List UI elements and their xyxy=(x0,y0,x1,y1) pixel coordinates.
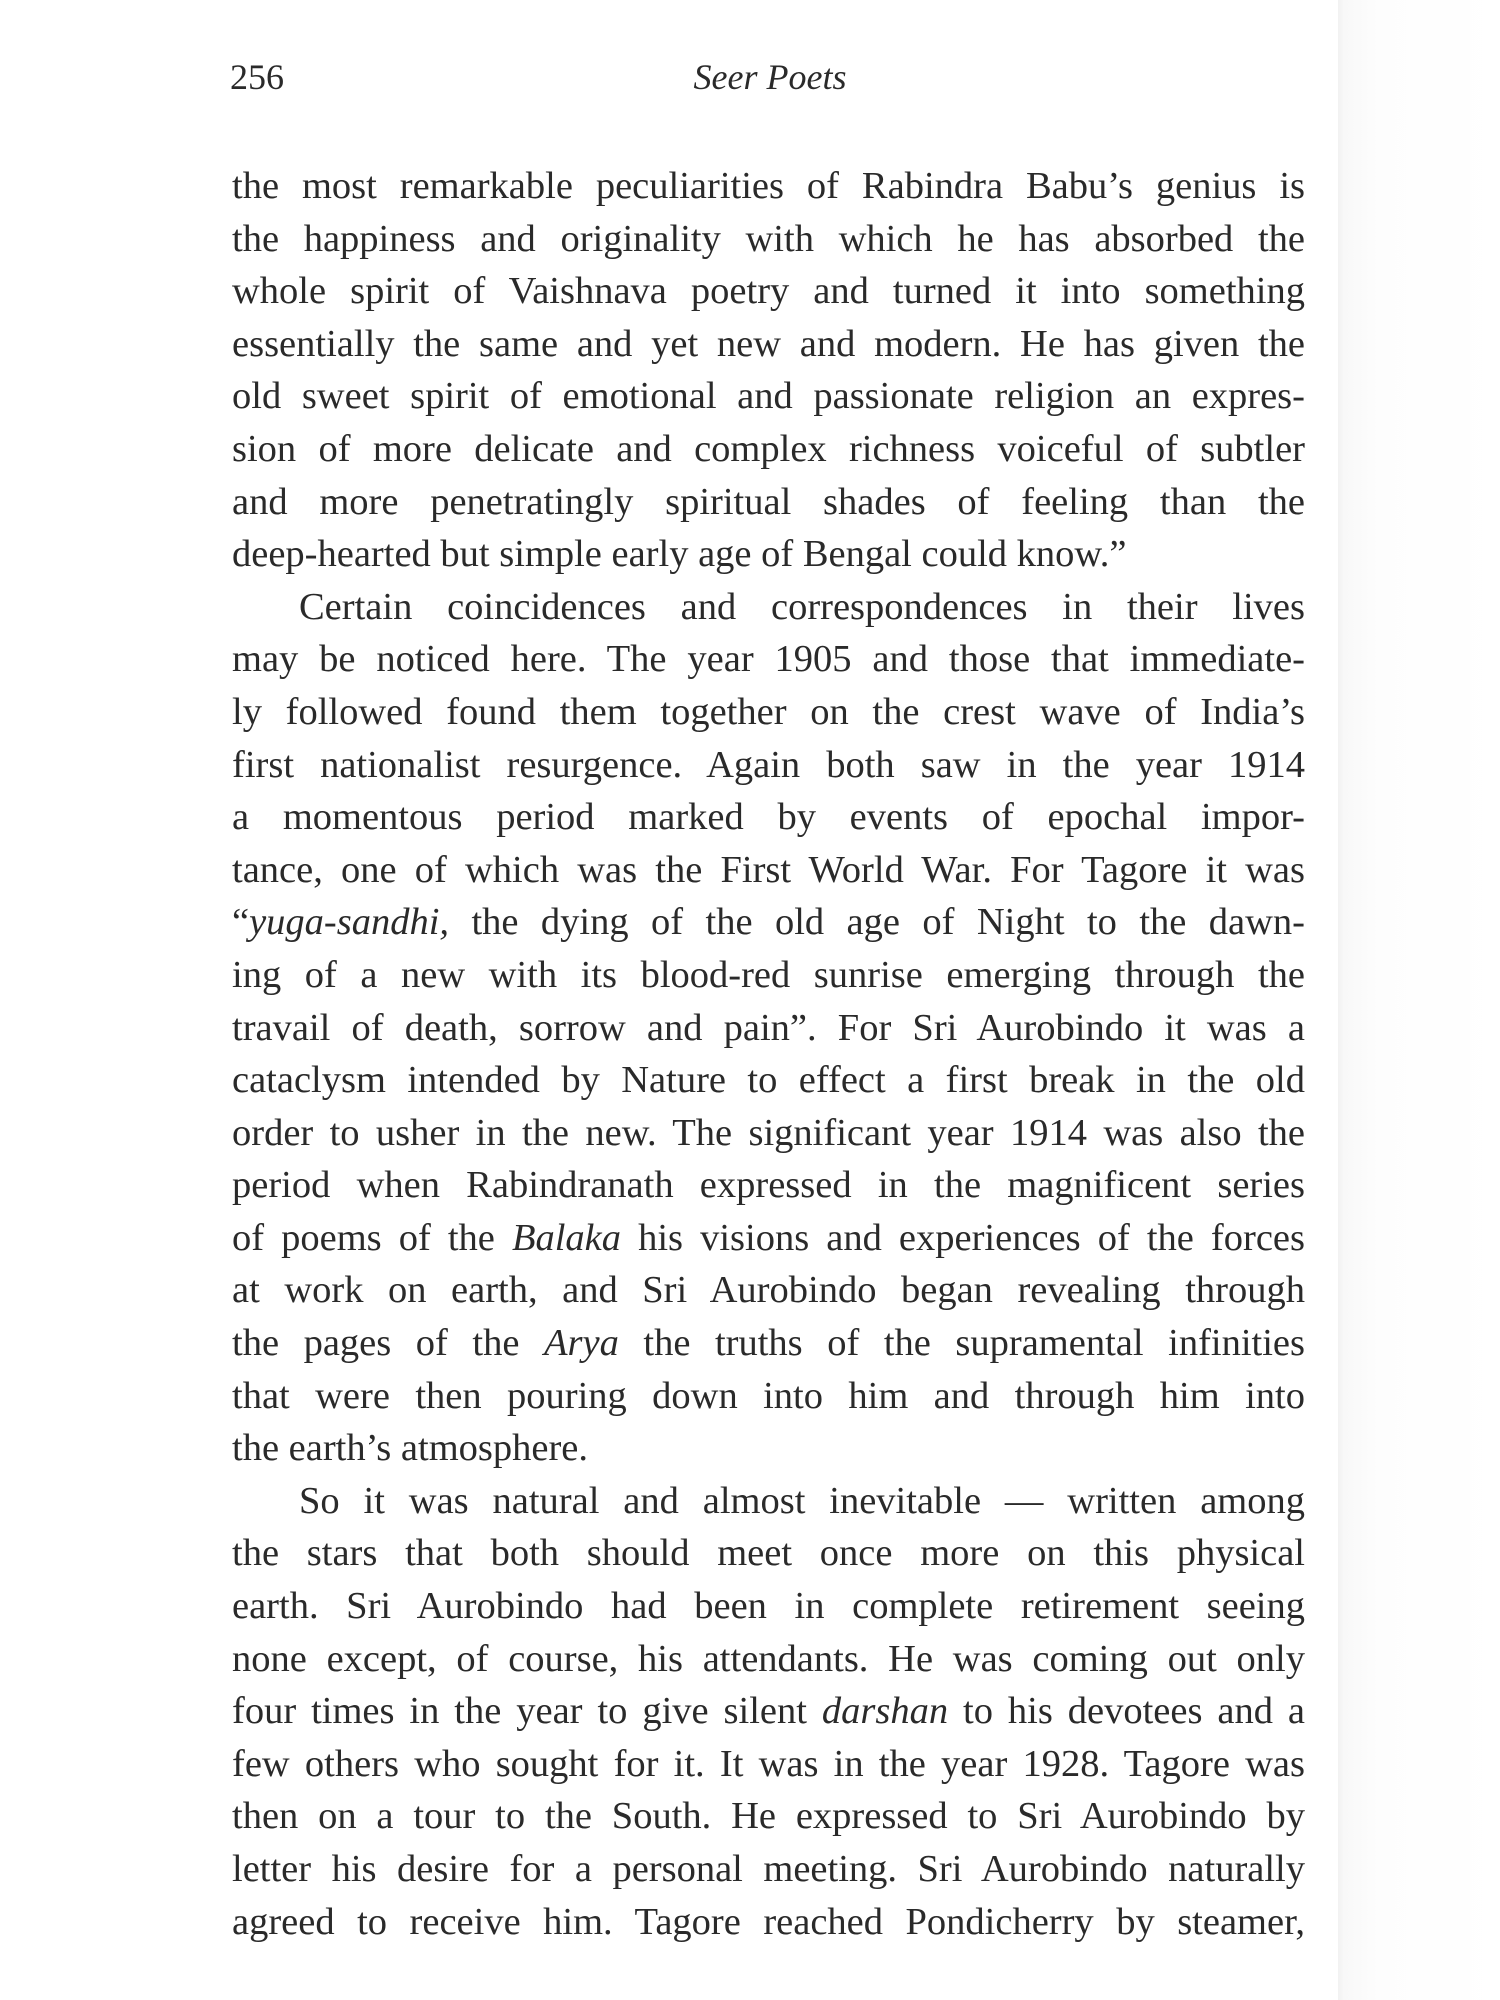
text-line xyxy=(232,318,1305,371)
text-segment: to his devotees and a xyxy=(948,1690,1305,1733)
text-segment: then on a tour to the South. He expressed to Sri Aurobindo by xyxy=(232,1795,1305,1838)
text-segment: the happiness and originality with which he has absorbed the xyxy=(232,217,1305,260)
text-segment: old sweet spirit of emotional and passionate religion an expres- xyxy=(232,375,1305,418)
text-segment: travail of death, sorrow and pain”. For Sri Aurobindo it was a xyxy=(232,1006,1305,1049)
text-line xyxy=(232,844,1305,897)
text-line xyxy=(232,1107,1305,1160)
page-number: 256 xyxy=(230,57,284,97)
text-segment: the dying of the old age of Night to the dawn- xyxy=(449,901,1305,944)
text-line xyxy=(232,476,1305,529)
text-line xyxy=(232,265,1305,318)
text-segment: and more penetratingly spiritual shades of feeling than the xyxy=(232,480,1305,523)
text-line xyxy=(232,1054,1305,1107)
text-line xyxy=(232,1633,1305,1686)
text-segment: a momentous period marked by events of epochal impor- xyxy=(232,796,1305,839)
text-segment: the earth’s atmosphere. xyxy=(232,1427,588,1470)
text-line xyxy=(232,1685,1305,1738)
running-title: Seer Poets xyxy=(693,57,847,97)
text-line xyxy=(232,1580,1305,1633)
text-segment: ly followed found them together on the crest wave of India’s xyxy=(232,690,1305,733)
text-line xyxy=(232,1527,1305,1580)
text-line xyxy=(232,1159,1305,1212)
text-segment: whole spirit of Vaishnava poetry and turned it into something xyxy=(232,270,1305,313)
text-line xyxy=(232,791,1305,844)
body-text xyxy=(232,160,1305,1948)
text-line xyxy=(232,370,1305,423)
text-segment: earth. Sri Aurobindo had been in complete retirement seeing xyxy=(232,1585,1305,1628)
text-line xyxy=(232,1370,1305,1423)
text-line xyxy=(232,423,1305,476)
text-segment: that were then pouring down into him and through him into xyxy=(232,1374,1305,1417)
text-segment: So it was natural and almost inevitable — written among xyxy=(299,1479,1305,1522)
text-line xyxy=(232,1475,1305,1528)
text-segment: agreed to receive him. Tagore reached Pondicherry by steamer, xyxy=(232,1900,1305,1943)
text-segment: few others who sought for it. It was in the year 1928. Tagore was xyxy=(232,1742,1305,1785)
text-line xyxy=(232,1317,1305,1370)
text-segment: order to usher in the new. The significant year 1914 was also the xyxy=(232,1111,1305,1154)
text-line xyxy=(232,1002,1305,1055)
text-segment: his visions and experiences of the forces xyxy=(621,1216,1305,1259)
text-segment: ing of a new with its blood-red sunrise emerging through the xyxy=(232,953,1305,996)
text-line xyxy=(232,1264,1305,1317)
italic-text: yuga-sandhi, xyxy=(249,901,450,944)
text-segment: may be noticed here. The year 1905 and those that immediate- xyxy=(232,638,1305,681)
text-segment: deep-hearted but simple early age of Bengal could know.” xyxy=(232,533,1127,576)
text-segment: sion of more delicate and complex richness voiceful of subtler xyxy=(232,427,1305,470)
text-segment: the pages of the xyxy=(232,1322,544,1365)
text-line xyxy=(232,528,1305,581)
italic-text: Arya xyxy=(544,1322,619,1365)
text-segment: of poems of the xyxy=(232,1216,512,1259)
text-line xyxy=(232,581,1305,634)
text-segment: essentially the same and yet new and modern. He has given the xyxy=(232,322,1305,365)
text-line xyxy=(232,686,1305,739)
text-line xyxy=(232,739,1305,792)
text-line xyxy=(232,1790,1305,1843)
text-segment: cataclysm intended by Nature to effect a first break in the old xyxy=(232,1059,1305,1102)
italic-text: Balaka xyxy=(511,1216,622,1259)
text-line xyxy=(232,1896,1305,1949)
text-segment: the stars that both should meet once more on this physical xyxy=(232,1532,1305,1575)
text-segment: at work on earth, and Sri Aurobindo began revealing through xyxy=(232,1269,1305,1312)
text-segment: tance, one of which was the First World War. For Tagore it was xyxy=(232,848,1305,891)
text-line xyxy=(232,633,1305,686)
text-segment: first nationalist resurgence. Again both saw in the year 1914 xyxy=(232,743,1305,786)
text-line xyxy=(232,896,1305,949)
text-segment: period when Rabindranath expressed in the magnificent series xyxy=(232,1164,1305,1207)
text-line xyxy=(232,160,1305,213)
text-line xyxy=(232,1212,1305,1265)
text-line xyxy=(232,213,1305,266)
text-segment: “ xyxy=(232,901,250,944)
text-segment: the truths of the supramental infinities xyxy=(618,1322,1305,1365)
text-segment: the most remarkable peculiarities of Rabindra Babu’s genius is xyxy=(232,165,1305,207)
text-segment: letter his desire for a personal meeting. Sri Aurobindo naturally xyxy=(232,1848,1305,1890)
text-line xyxy=(232,1738,1305,1791)
text-line xyxy=(232,949,1305,1002)
italic-text: darshan xyxy=(821,1690,949,1733)
text-segment: four times in the year to give silent xyxy=(232,1690,822,1733)
page-edge-shadow xyxy=(1338,0,1500,2000)
text-segment: none except, of course, his attendants. He was coming out only xyxy=(232,1637,1305,1680)
text-segment: Certain coincidences and correspondences in their lives xyxy=(299,585,1305,628)
text-line xyxy=(232,1422,1305,1475)
text-line xyxy=(232,1843,1305,1896)
